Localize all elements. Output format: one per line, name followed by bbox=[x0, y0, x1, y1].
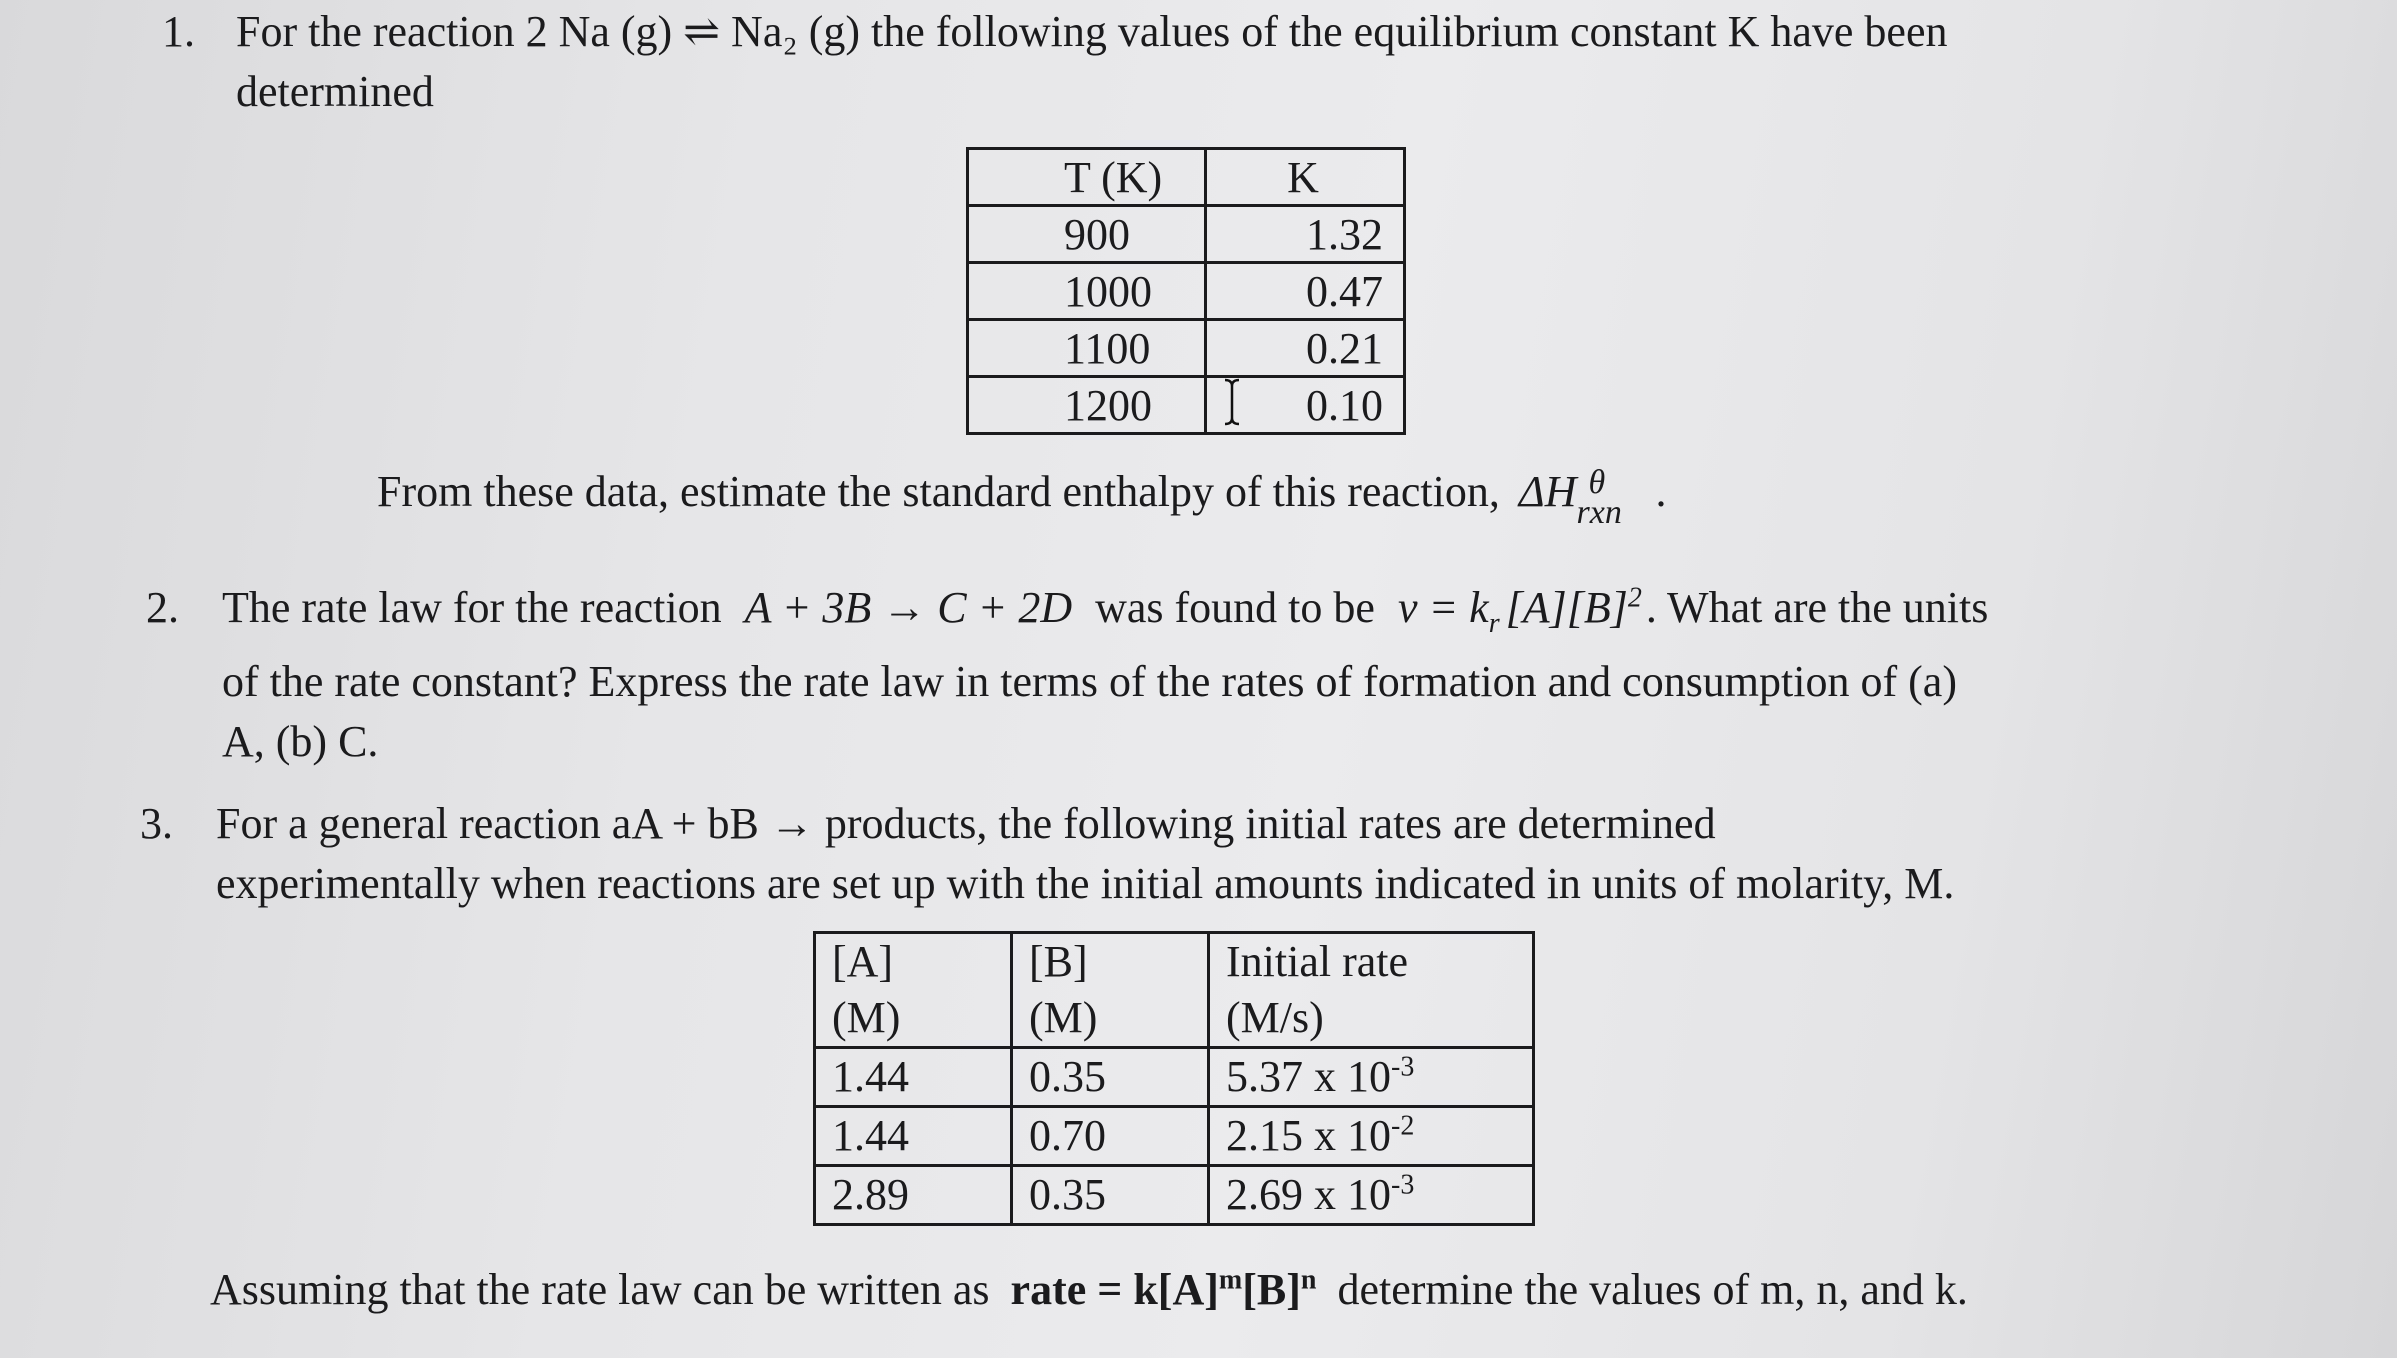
rate-exponent: -2 bbox=[1391, 1110, 1415, 1142]
table-row bbox=[815, 1048, 1534, 1107]
q3-final-b: [B] bbox=[1242, 1265, 1301, 1314]
table-row bbox=[815, 1107, 1534, 1166]
table-cell-temp: 1200 bbox=[968, 377, 1206, 434]
q2-rate-law-exp: 2 bbox=[1627, 582, 1642, 614]
enthalpy-subscript: rxn bbox=[1576, 494, 1622, 531]
table-row bbox=[968, 320, 1405, 377]
table-cell-k: 0.21 bbox=[1206, 320, 1405, 377]
q3-line1: For a general reaction aA + bB → products, the following initial rates are determined bbox=[216, 799, 1716, 848]
initial-rates-table bbox=[813, 931, 1535, 1226]
table-cell-a: 1.44 bbox=[815, 1048, 1012, 1107]
table-cell-k: 0.10 bbox=[1206, 377, 1405, 434]
rate-mantissa: 2.15 x 10 bbox=[1226, 1111, 1391, 1160]
q2-text-a: The rate law for the reaction bbox=[222, 583, 722, 632]
table-header-row bbox=[968, 149, 1405, 206]
enthalpy-symbol bbox=[1518, 464, 1648, 531]
table-header-row bbox=[815, 933, 1534, 1048]
table-cell-b: 0.35 bbox=[1012, 1166, 1209, 1225]
q1-line1: For the reaction 2 Na (g) ⇌ Na₂ (g) the following values of the equilibrium constant K have been bbox=[236, 7, 1948, 56]
q2-line3: A, (b) C. bbox=[222, 717, 379, 766]
rate-exponent: -3 bbox=[1391, 1051, 1415, 1083]
q1-number: 1. bbox=[162, 7, 195, 56]
table-cell-temp: 900 bbox=[968, 206, 1206, 263]
table-header-temperature: T (K) bbox=[968, 149, 1206, 206]
header-b-label: [B] bbox=[1029, 937, 1088, 986]
header-a-label: [A] bbox=[832, 937, 894, 986]
table-row bbox=[968, 377, 1405, 434]
table-row bbox=[815, 1166, 1534, 1225]
q2-rate-law-sub: r bbox=[1488, 607, 1500, 639]
q1-question bbox=[377, 462, 1667, 531]
table-cell-temp: 1100 bbox=[968, 320, 1206, 377]
q1-question-text: From these data, estimate the standard enthalpy of this reaction, bbox=[377, 467, 1500, 516]
table-header-b bbox=[1012, 933, 1209, 1048]
table-row bbox=[968, 263, 1405, 320]
table-cell-a: 1.44 bbox=[815, 1107, 1012, 1166]
q2-rate-law-v: v = k bbox=[1397, 583, 1489, 632]
q3-final-line bbox=[210, 1260, 1968, 1320]
table-cell-b: 0.35 bbox=[1012, 1048, 1209, 1107]
table-cell-rate bbox=[1209, 1166, 1534, 1225]
table-header-a bbox=[815, 933, 1012, 1048]
q2-reaction: A + 3B → C + 2D bbox=[744, 583, 1073, 632]
table-cell-k: 0.47 bbox=[1206, 263, 1405, 320]
rate-mantissa: 5.37 x 10 bbox=[1226, 1052, 1391, 1101]
enthalpy-delta-h: ΔH bbox=[1518, 467, 1577, 516]
header-rate-label: Initial rate bbox=[1226, 937, 1409, 986]
q3-number: 3. bbox=[140, 799, 173, 848]
q2-rate-law bbox=[1397, 582, 1642, 639]
table-header-k: K bbox=[1206, 149, 1405, 206]
header-a-unit: (M) bbox=[832, 993, 901, 1042]
q1-period: . bbox=[1655, 467, 1667, 516]
equilibrium-table bbox=[966, 147, 1406, 435]
q2-rate-law-conc: [A][B] bbox=[1505, 583, 1628, 632]
q3-final-rate: rate = k[A] bbox=[1010, 1265, 1219, 1314]
table-cell-temp: 1000 bbox=[968, 263, 1206, 320]
table-cell-k: 1.32 bbox=[1206, 206, 1405, 263]
enthalpy-theta: θ bbox=[1588, 464, 1606, 501]
table-cell-rate bbox=[1209, 1048, 1534, 1107]
q3-final-m: m bbox=[1218, 1264, 1243, 1296]
q3-final-text-a: Assuming that the rate law can be written as bbox=[210, 1265, 990, 1314]
q2-line2: of the rate constant? Express the rate law in terms of the rates of formation and consumption of (a) bbox=[222, 657, 1957, 706]
rate-exponent: -3 bbox=[1391, 1169, 1415, 1201]
q2-text-b: was found to be bbox=[1095, 583, 1375, 632]
q1-line2: determined bbox=[236, 67, 434, 116]
table-cell-a: 2.89 bbox=[815, 1166, 1012, 1225]
text-cursor-icon bbox=[1222, 378, 1242, 426]
table-cell-b: 0.70 bbox=[1012, 1107, 1209, 1166]
table-row bbox=[968, 206, 1405, 263]
q3-final-text-c: determine the values of m, n, and k. bbox=[1337, 1265, 1968, 1314]
q2-line1 bbox=[222, 578, 1988, 638]
q2-number: 2. bbox=[146, 583, 179, 632]
q3-line2: experimentally when reactions are set up with the initial amounts indicated in units of molarity, M. bbox=[216, 859, 1955, 908]
q3-final-rate-law bbox=[1011, 1265, 1317, 1314]
table-cell-rate bbox=[1209, 1107, 1534, 1166]
header-rate-unit: (M/s) bbox=[1226, 993, 1324, 1042]
header-b-unit: (M) bbox=[1029, 993, 1098, 1042]
table-header-rate bbox=[1209, 933, 1534, 1048]
rate-mantissa: 2.69 x 10 bbox=[1226, 1170, 1391, 1219]
q3-final-n: n bbox=[1300, 1264, 1317, 1296]
q2-text-c: . What are the units bbox=[1645, 583, 1989, 632]
